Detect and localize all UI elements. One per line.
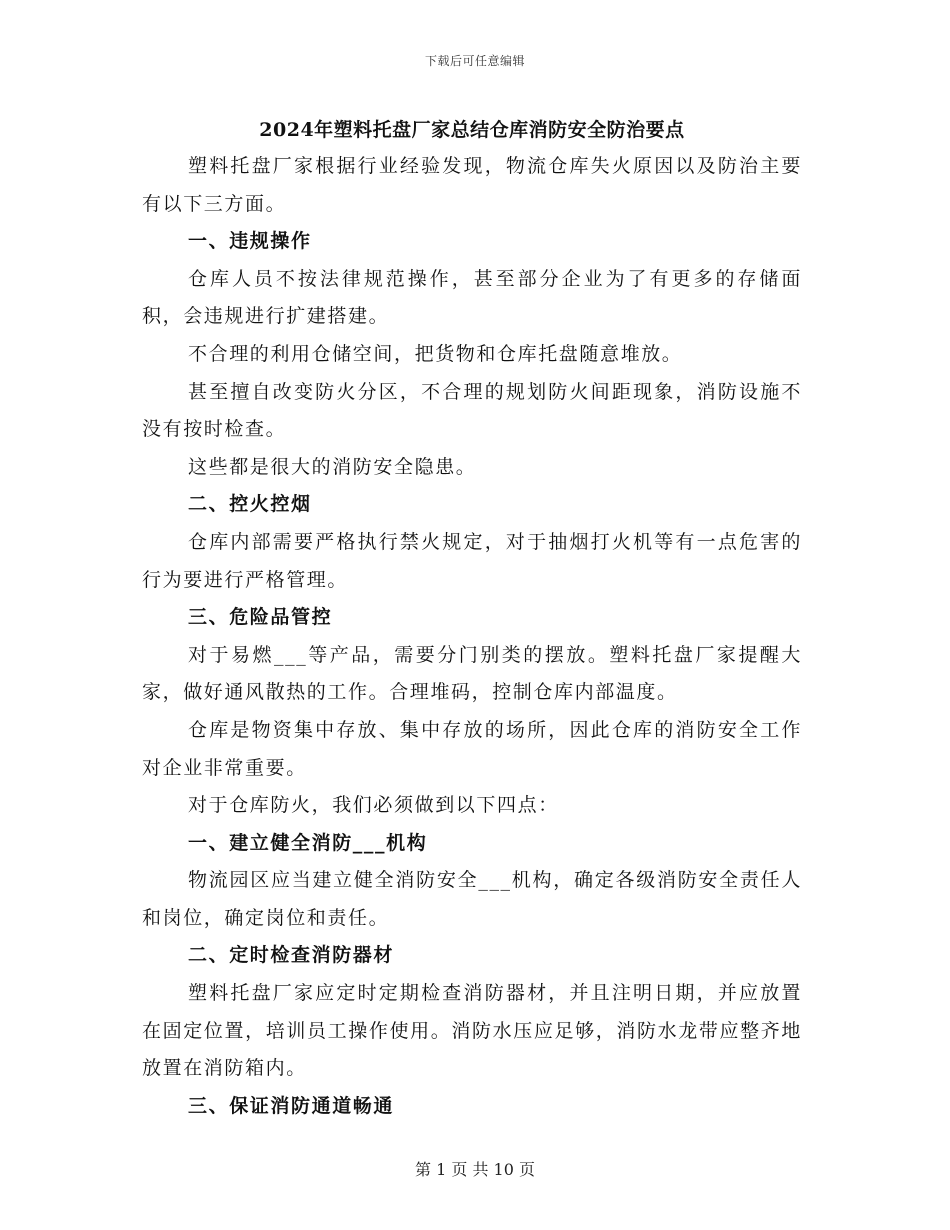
section-heading-hazardous: 三、危险品管控 [188, 606, 333, 629]
paragraph-four-points: 对于仓库防火，我们必须做到以下四点： [188, 794, 559, 817]
section-heading-fire-smoke: 二、控火控烟 [188, 493, 312, 516]
paragraph-violation-2: 不合理的利用仓储空间，把货物和仓库托盘随意堆放。 [188, 342, 683, 365]
document-title: 2024年塑料托盘厂家总结仓库消防安全防治要点 [259, 119, 685, 141]
paragraph-fire-smoke: 仓库内部需要严格执行禁火规定，对于抽烟打火机等有一点危害的行为要进行严格管理。 [142, 530, 802, 591]
section-heading-equipment: 二、定时检查消防器材 [188, 944, 395, 967]
paragraph-equipment: 塑料托盘厂家应定时定期检查消防器材，并且注明日期，并应放置在固定位置，培训员工操作使用。消防水压应足够，消防水龙带应整齐地放置在消防箱内。 [142, 982, 802, 1080]
paragraph-intro: 塑料托盘厂家根据行业经验发现，物流仓库失火原因以及防治主要有以下三方面。 [142, 155, 802, 215]
paragraph-hazardous: 对于易燃___等产品，需要分门别类的摆放。塑料托盘厂家提醒大家，做好通风散热的工作。合理堆码，控制仓库内部温度。 [142, 643, 802, 704]
page-footer: 第 1 页 共 10 页 [415, 1160, 535, 1179]
paragraph-warehouse-importance: 仓库是物资集中存放、集中存放的场所，因此仓库的消防安全工作对企业非常重要。 [142, 718, 802, 779]
header-note: 下载后可任意编辑 [424, 54, 525, 68]
paragraph-violation-1: 仓库人员不按法律规范操作，甚至部分企业为了有更多的存储面积，会违规进行扩建搭建。 [142, 267, 802, 328]
paragraph-organization: 物流园区应当建立健全消防安全___机构，确定各级消防安全责任人和岗位，确定岗位和责任。 [142, 869, 802, 929]
paragraph-violation-4: 这些都是很大的消防安全隐患。 [188, 455, 477, 478]
section-heading-violation: 一、违规操作 [188, 230, 312, 253]
section-heading-passage: 三、保证消防通道畅通 [188, 1094, 395, 1117]
section-heading-organization: 一、建立健全消防___机构 [188, 831, 428, 854]
document-body [142, 112, 802, 1125]
paragraph-violation-3: 甚至擅自改变防火分区，不合理的规划防火间距现象，消防设施不没有按时检查。 [142, 380, 802, 441]
